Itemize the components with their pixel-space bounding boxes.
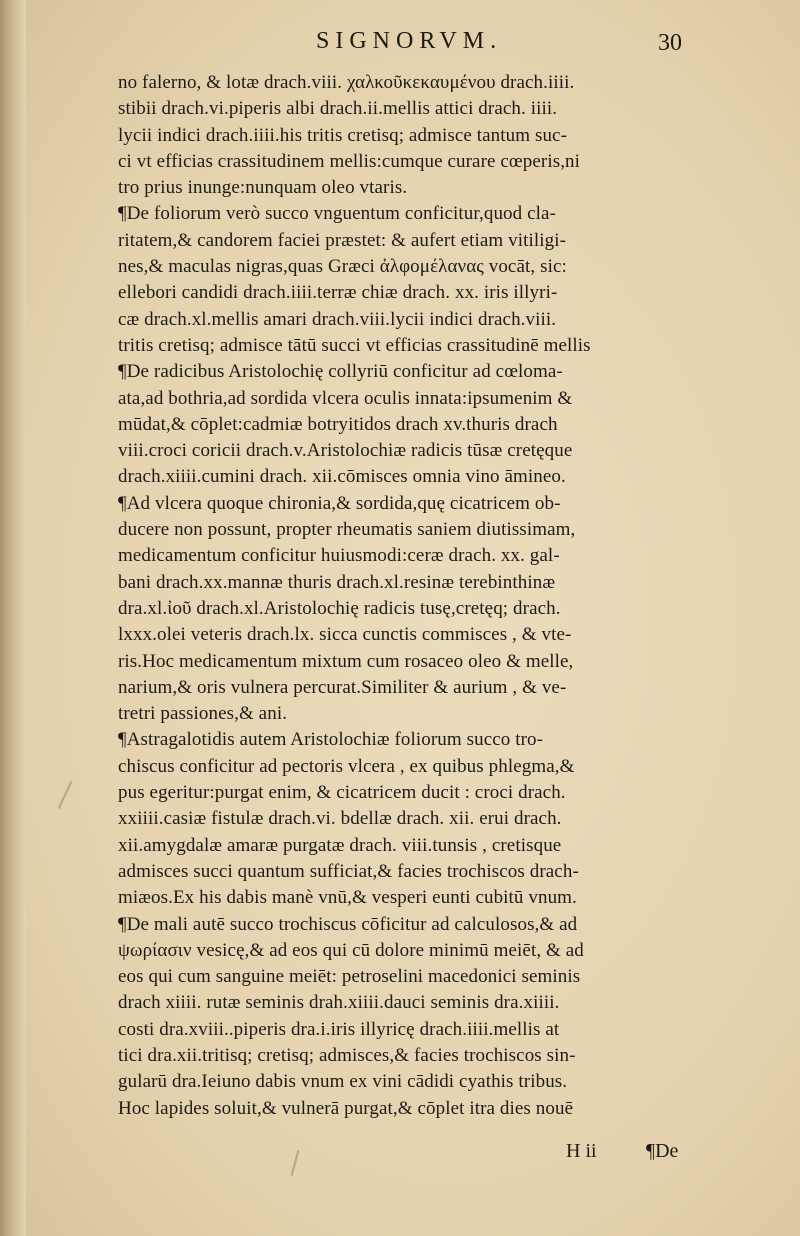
text-line: lycii indici drach.iiii.his tritis cretisq; admisce tantum suc- xyxy=(118,124,568,146)
book-page xyxy=(26,0,800,1236)
binding-gutter xyxy=(0,0,26,1236)
text-line: medicamentum conficitur huiusmodi:ceræ drach. xx. gal- xyxy=(118,545,560,567)
text-line: nes,& maculas nigras,quas Græci ἀλφομέλανας vocāt, sic: xyxy=(118,256,567,278)
text-line: xii.amygdalæ amaræ purgatæ drach. viii.tunsis , cretisque xyxy=(118,834,562,856)
text-line: ellebori candidi drach.iiii.terræ chiæ drach. xx. iris illyri- xyxy=(118,282,558,304)
text-line: drach.xiiii.cumini drach. xii.cōmisces omnia vino āmineo. xyxy=(118,466,566,488)
text-line: ata,ad bothria,ad sordida vlcera oculis innata:ipsumenim & xyxy=(118,387,573,409)
text-line: ¶De mali autē succo trochiscus cōficitur ad calculosos,& ad xyxy=(118,913,578,935)
text-line: viii.croci coricii drach.v.Aristolochiæ radicis tūsæ cretęque xyxy=(118,440,573,462)
text-line: dra.xl.ἰοῦ drach.xl.Aristolochię radicis tusę,cretęq; drach. xyxy=(118,597,561,619)
text-line: ¶Astragalotidis autem Aristolochiæ foliorum succo tro- xyxy=(118,729,544,751)
text-line: mūdat,& cōplet:cadmiæ botryitidos drach xv.thuris drach xyxy=(118,413,558,435)
text-line: chiscus conficitur ad pectoris vlcera , ex quibus phlegma,& xyxy=(118,755,575,777)
text-line: gularū dra.Ieiuno dabis vnum ex vini cādidi cyathis tribus. xyxy=(118,1071,568,1093)
text-line: ψωρίασιν vesicę,& ad eos qui cū dolore minimū meiēt, & ad xyxy=(118,939,584,961)
text-line: drach xiiii. rutæ seminis drah.xiiii.dauci seminis dra.xiiii. xyxy=(118,992,560,1014)
text-line: ris.Hoc medicamentum mixtum cum rosaceo oleo & melle, xyxy=(118,650,574,672)
text-line: ¶De radicibus Aristolochię collyriū conficitur ad cœloma- xyxy=(118,361,563,383)
text-line: ¶De foliorum verò succo vnguentum conficitur,quod cla- xyxy=(118,203,556,225)
running-title: SIGNORVM. xyxy=(316,28,503,54)
signature-mark: H ii xyxy=(566,1140,597,1162)
text-line: tritis cretisq; admisce tātū succi vt efficias crassitudinē mellis xyxy=(118,334,591,356)
text-line: tretri passiones,& ani. xyxy=(118,703,288,725)
text-line: ducere non possunt, propter rheumatis saniem diutissimam, xyxy=(118,519,576,541)
text-line: miæos.Ex his dabis manè vnū,& vesperi eunti cubitū vnum. xyxy=(118,887,577,909)
text-line: lxxx.olei veteris drach.lx. sicca cunctis commisces , & vte- xyxy=(118,624,572,646)
text-line: pus egeritur:purgat enim, & cicatricem ducit : croci drach. xyxy=(118,782,566,804)
text-block xyxy=(118,70,708,1122)
catchword: ¶De xyxy=(646,1140,679,1162)
text-line: stibii drach.vi.piperis albi drach.ii.mellis attici drach. iiii. xyxy=(118,98,558,120)
folio-number: 30 xyxy=(658,30,682,56)
text-line: eos qui cum sanguine meiēt: petroselini macedonici seminis xyxy=(118,966,581,988)
text-line: costi dra.xviii..piperis dra.i.iris illyricę drach.iiii.mellis at xyxy=(118,1018,560,1040)
text-line: no falerno, & lotæ drach.viii. χαλκοῦκεκαυμένου drach.iiii. xyxy=(118,72,575,93)
text-line: tici dra.xii.tritisq; cretisq; admisces,& facies trochiscos sin- xyxy=(118,1044,576,1066)
text-line: tro prius inunge:nunquam oleo vtaris. xyxy=(118,177,408,199)
text-line: narium,& oris vulnera percurat.Similiter & aurium , & ve- xyxy=(118,676,567,698)
text-line: Hoc lapides soluit,& vulnerā purgat,& cōplet itra dies nouē xyxy=(118,1097,574,1119)
text-line: ci vt efficias crassitudinem mellis:cumque curare cœperis,ni xyxy=(118,150,581,172)
text-line: admisces succi quantum sufficiat,& facies trochiscos drach- xyxy=(118,860,579,882)
text-line: cæ drach.xl.mellis amari drach.viii.lycii indici drach.viii. xyxy=(118,308,557,330)
text-line: ¶Ad vlcera quoque chironia,& sordida,quę cicatricem ob- xyxy=(118,492,561,514)
pen-stroke xyxy=(58,781,72,809)
text-line: bani drach.xx.mannæ thuris drach.xl.resinæ terebinthinæ xyxy=(118,571,556,593)
text-line: ritatem,& candorem faciei præstet: & aufert etiam vitiligi- xyxy=(118,229,567,251)
text-line: xxiiii.casiæ fistulæ drach.vi. bdellæ drach. xii. erui drach. xyxy=(118,808,562,830)
page-footer xyxy=(118,1140,708,1170)
